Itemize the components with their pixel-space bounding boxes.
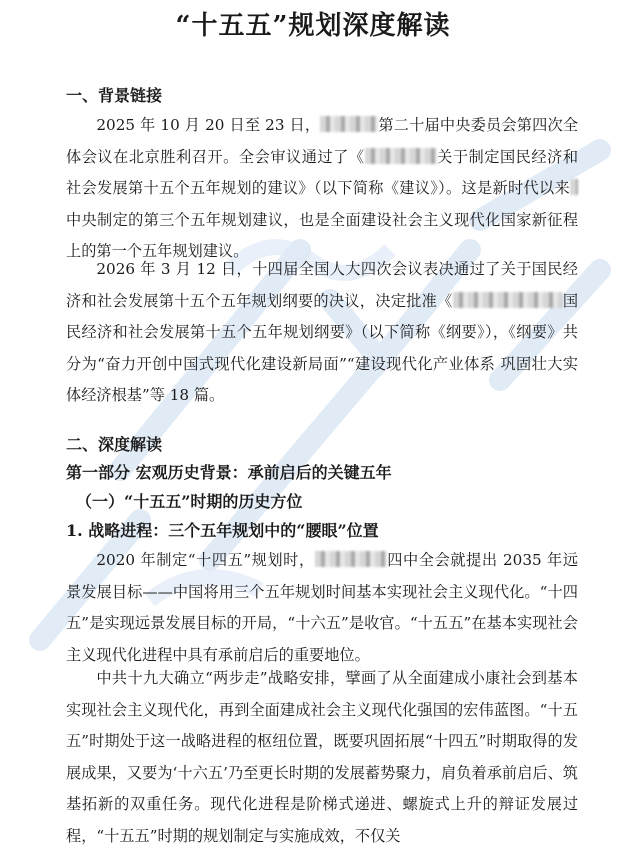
subsection-heading: （一）“十五五”时期的历史方位 [76, 492, 303, 511]
redaction-mark [315, 551, 387, 567]
redaction-mark [453, 292, 563, 308]
section-heading-background: 一、背景链接 [66, 86, 163, 105]
section-heading-analysis: 二、深度解读 [66, 435, 163, 454]
text-run: 关于制定国民经济和社会发展第十五个五年规划的建议》（以下简称《建议》）。这是新时代以来 [66, 147, 579, 197]
redaction-mark [365, 148, 437, 164]
document-title: “十五五”规划深度解读 [175, 11, 451, 41]
paragraph-background-1 [66, 110, 578, 268]
redaction-mark [570, 179, 578, 195]
text-run: 四中全会就提出 2035 年远景发展目标——中国将用三个五年规划时间基本实现社会主义现代化。“十四五”是实现远景发展目标的开局，“十六五”是收官。“十五五”在基本实现社会主义现代化进程中具有承前启后的重要地位。 [66, 551, 579, 664]
paragraph-background-2 [66, 254, 578, 412]
part-heading: 第一部分 宏观历史背景：承前启后的关键五年 [66, 463, 392, 482]
redaction-mark [320, 116, 378, 132]
text-run: 第二十届中央委员会第四次全体会议在北京胜利召开。全会审议通过了《 [66, 116, 579, 166]
text-run: 2026 年 3 月 12 日，十四届全国人大四次会议表决通过了关于国民经济和社会发展第十五个五年规划纲要的决议，决定批准《 [66, 260, 578, 310]
text-run: 2025 年 10 月 20 日至 23 日， [96, 116, 321, 134]
paragraph-analysis-1 [66, 545, 578, 671]
text-run: 2020 年制定“十四五”规划时， [96, 551, 315, 569]
text-run: 中央制定的第三个五年规划建议，也是全面建设社会主义现代化国家新征程上的第一个五年规划建议。 [66, 210, 578, 260]
paragraph-analysis-2: 中共十九大确立“两步走”战略安排，擘画了从全面建成小康社会到基本实现社会主义现代化，再到全面建成社会主义现代化强国的宏伟蓝图。“十五五”时期处于这一战略进程的枢纽位置，既要巩固拓展“十四五”时期取得的发展成果，又要为‘十六五’乃至更长时期的发展蓄势聚力，肩负着承前启后、筑基拓新的双重任务。现代化进程是阶梯式递进、螺旋式上升的辩证发展过程，“十五五”时期的规划制定与实施成效，不仅关 [66, 669, 578, 845]
item-heading: 1. 战略进程：三个五年规划中的“腰眼”位置 [66, 521, 379, 540]
text-run: 国民经济和社会发展第十五个五年规划纲要》（以下简称《纲要》），《纲要》共分为“奋力开创中国式现代化建设新局面”“建设现代化产业体系 巩固壮大实体经济根基”等 18 篇。 [66, 291, 579, 404]
